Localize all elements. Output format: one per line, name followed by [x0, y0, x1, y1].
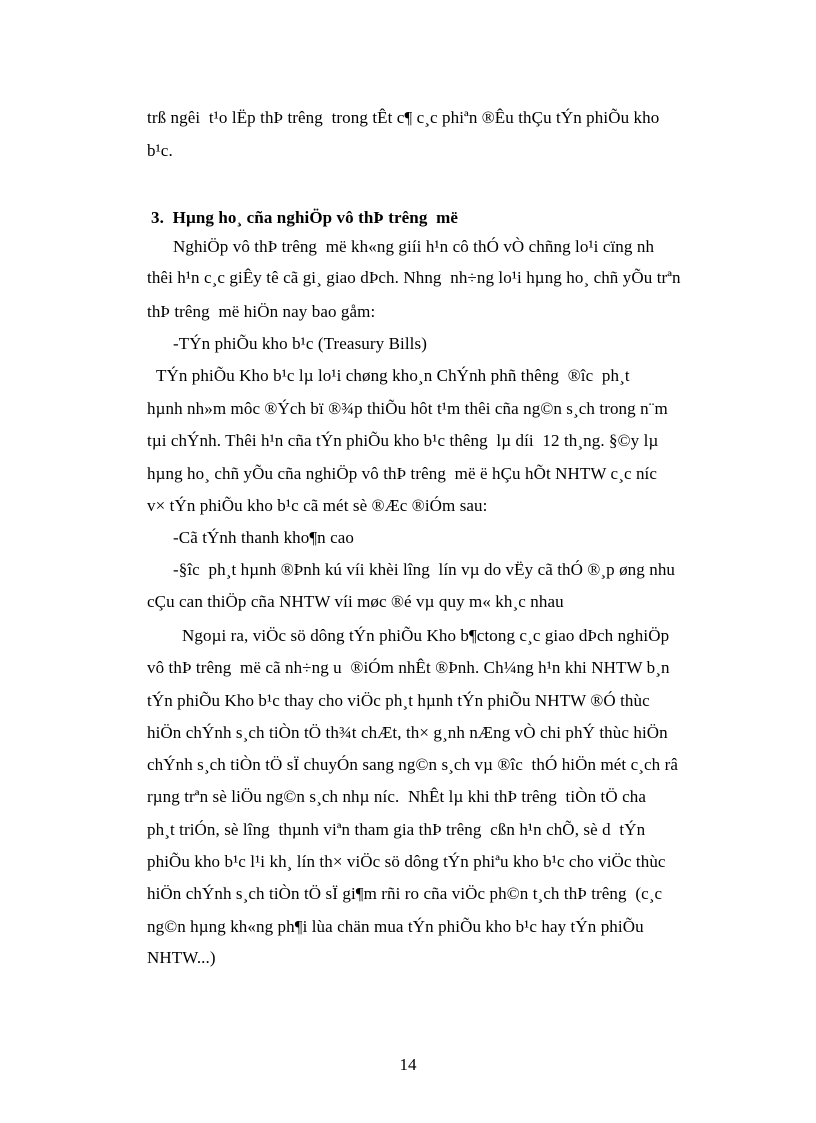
- text-line-23: hiÖn chÝnh s¸ch tiÒn tÖ sÏ gi¶m rñi ro cña viÖc ph©n t¸ch thÞ trêng (c¸c: [147, 884, 663, 903]
- text-line-1: trß ngêi t¹o lËp thÞ trêng trong tÊt c¶ c¸c phiªn ®Êu thÇu tÝn phiÕu kho: [147, 108, 660, 127]
- text-line-2: b¹c.: [147, 141, 173, 160]
- text-line-12: -Cã tÝnh thanh kho¶n cao: [173, 528, 355, 547]
- text-line-20: rµng trªn sè liÖu ng©n s¸ch nhµ níc. NhÊt lµ khi thÞ trêng tiÒn tÖ cha: [147, 787, 646, 806]
- section-heading: 3. Hµng ho¸ cña nghiÖp vô thÞ trêng më: [151, 208, 459, 227]
- text-line-10: hµng ho¸ chñ yÕu cña nghiÖp vô thÞ trêng më ë hÇu hÕt NHTW c¸c níc: [147, 464, 658, 483]
- text-line-7: TÝn phiÕu Kho b¹c lµ lo¹i chøng kho¸n ChÝnh phñ thêng ®îc ph¸t: [156, 366, 630, 385]
- text-line-14: cÇu can thiÖp cña NHTW víi møc ®é vµ quy m« kh¸c nhau: [147, 592, 564, 611]
- text-line-16: vô thÞ trêng më cã nh÷ng u ®iÓm nhÊt ®Þnh. Ch¼ng h¹n khi NHTW b¸n: [147, 658, 670, 677]
- text-line-25: NHTW...): [147, 948, 216, 967]
- text-line-19: chÝnh s¸ch tiÒn tÖ sÏ chuyÓn sang ng©n s¸ch vµ ®îc thÓ hiÖn mét c¸ch râ: [147, 755, 678, 774]
- text-line-11: v× tÝn phiÕu kho b¹c cã mét sè ®Æc ®iÓm sau:: [147, 496, 488, 515]
- text-line-21: ph¸t triÓn, sè lîng thµnh viªn tham gia thÞ trêng cßn h¹n chÕ, sè d tÝn: [147, 820, 646, 839]
- text-line-13: -§îc ph¸t hµnh ®Þnh kú víi khèi lîng lín vµ do vËy cã thÓ ®¸p øng nhu: [173, 560, 676, 579]
- text-line-22: phiÕu kho b¹c l¹i kh¸ lín th× viÖc sö dông tÝn phiªu kho b¹c cho viÖc thùc: [147, 852, 666, 871]
- text-line-24: ng©n hµng kh«ng ph¶i lùa chän mua tÝn phiÕu kho b¹c hay tÝn phiÕu: [147, 917, 644, 936]
- text-line-15: Ngoµi ra, viÖc sö dông tÝn phiÕu Kho b¶ctong c¸c giao dÞch nghiÖp: [182, 626, 670, 645]
- text-line-17: tÝn phiÕu Kho b¹c thay cho viÖc ph¸t hµnh tÝn phiÕu NHTW ®Ó thùc: [147, 691, 650, 710]
- text-line-4: thêi h¹n c¸c giÊy tê cã gi¸ giao dÞch. Nhng nh÷ng lo¹i hµng ho¸ chñ yÕu trªn: [147, 268, 681, 287]
- page-number: 14: [399, 1055, 417, 1074]
- text-line-5: thÞ trêng më hiÖn nay bao gåm:: [147, 302, 376, 321]
- text-line-18: hiÖn chÝnh s¸ch tiÒn tÖ th¾t chÆt, th× g¸nh nÆng vÒ chi phÝ thùc hiÖn: [147, 723, 668, 742]
- text-line-6: -TÝn phiÕu kho b¹c (Treasury Bills): [173, 334, 427, 353]
- text-line-3: NghiÖp vô thÞ trêng më kh«ng giíi h¹n cô thÓ vÒ chñng lo¹i cïng nh: [173, 237, 655, 256]
- text-line-8: hµnh nh»m môc ®Ých bï ®¾p thiÕu hôt t¹m thêi cña ng©n s¸ch trong n¨m: [147, 399, 668, 418]
- text-line-9: tµi chÝnh. Thêi h¹n cña tÝn phiÕu kho b¹c thêng lµ díi 12 th¸ng. §©y lµ: [147, 431, 659, 450]
